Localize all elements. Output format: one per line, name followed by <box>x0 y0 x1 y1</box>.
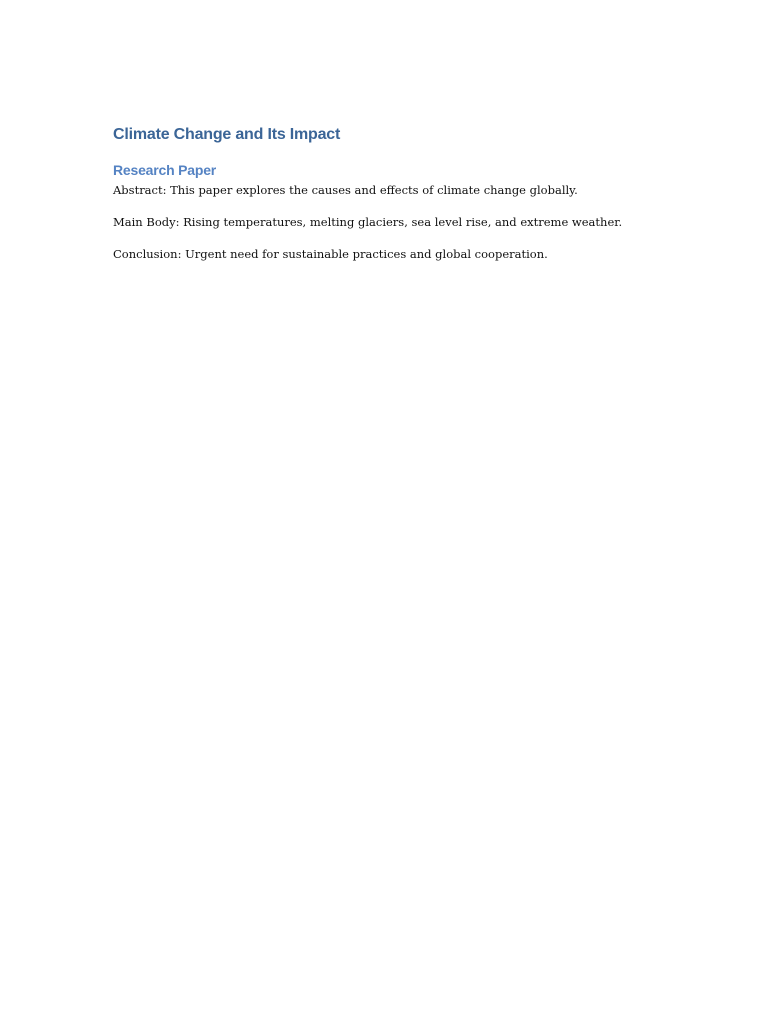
abstract-paragraph: Abstract: This paper explores the causes and effects of climate change globally. <box>113 183 578 197</box>
main-body-paragraph: Main Body: Rising temperatures, melting glaciers, sea level rise, and extreme weather. <box>113 215 623 229</box>
document-title: Climate Change and Its Impact <box>113 126 341 143</box>
document-content <box>113 124 673 262</box>
document-subtitle: Research Paper <box>113 162 217 178</box>
conclusion-paragraph: Conclusion: Urgent need for sustainable practices and global cooperation. <box>113 247 548 261</box>
